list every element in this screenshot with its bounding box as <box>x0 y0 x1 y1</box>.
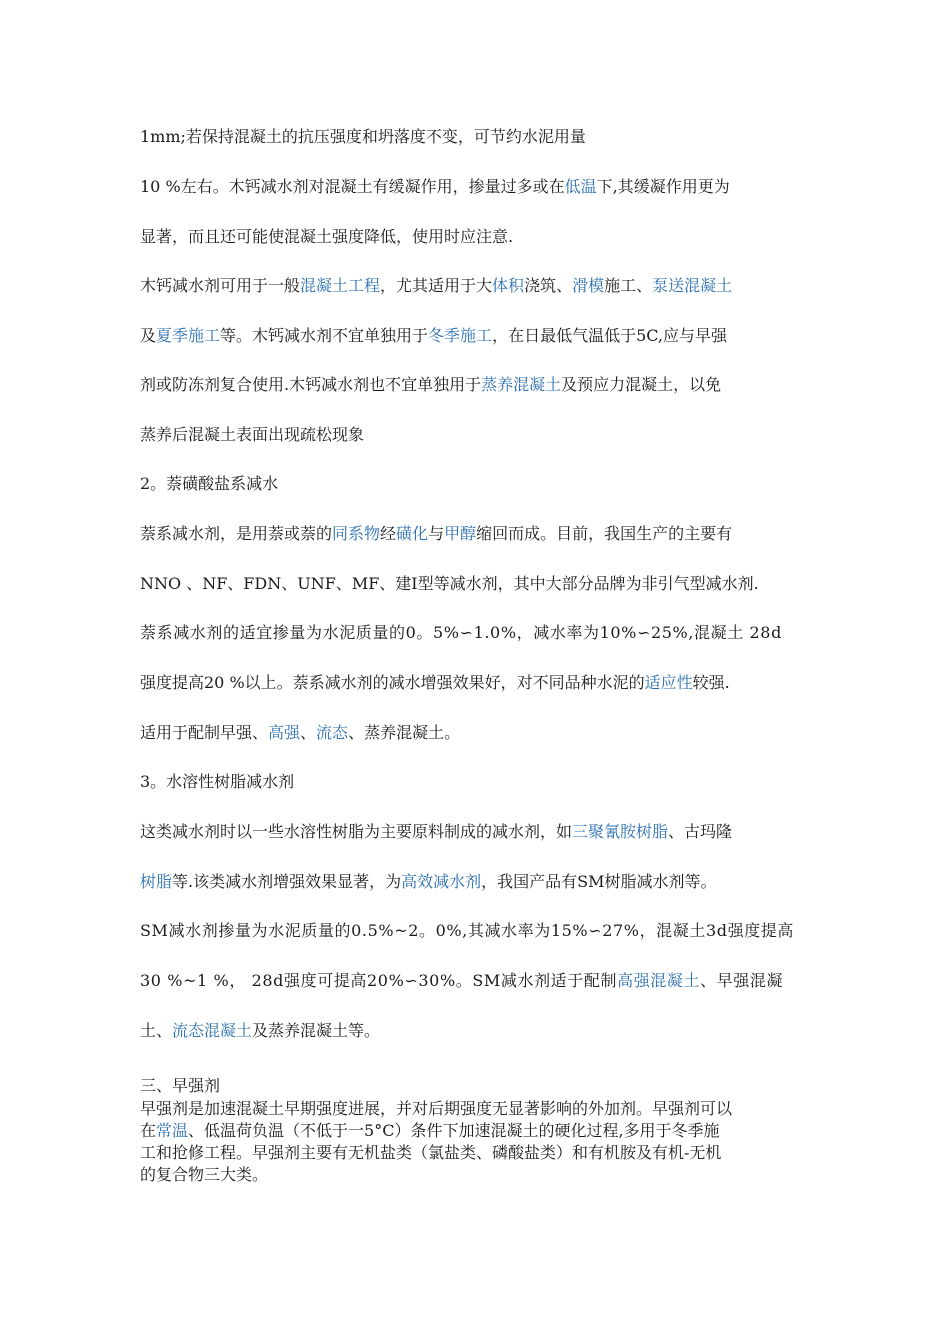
text-line <box>140 919 794 943</box>
text-run: 强度提高20 %以上。萘系减水剂的减水增强效果好，对不同品种水泥的 <box>140 673 645 692</box>
glossary-link[interactable]: 树脂 <box>140 872 173 891</box>
text-run: 剂或防冻剂复合使用.木钙减水剂也不宜单独用于 <box>140 375 482 394</box>
glossary-link[interactable]: 低温 <box>564 177 597 196</box>
glossary-link[interactable]: 体积 <box>492 276 525 295</box>
paragraph-line <box>140 1120 830 1142</box>
text-run: 及 <box>140 326 157 345</box>
text-line <box>140 324 727 348</box>
text-line <box>140 572 759 596</box>
text-run: 适用于配制早强、 <box>140 723 269 742</box>
text-run: 缩回而成。目前，我国生产的主要有 <box>476 524 733 543</box>
text-run: 萘系减水剂的适宜掺量为水泥质量的0。5%∽1.0%，减水率为10%∽25%,混凝土 28d <box>140 623 782 642</box>
glossary-link[interactable]: 高效减水剂 <box>401 872 482 891</box>
text-run: 这类减水剂时以一些水溶性树脂为主要原料制成的减水剂，如 <box>140 822 573 841</box>
text-line <box>140 423 364 447</box>
text-line <box>140 472 278 496</box>
text-run: 30 %~1 %， 28d强度可提高20%∽30%。SM减水剂适于配制 <box>140 971 618 990</box>
text-line <box>140 870 716 894</box>
glossary-link[interactable]: 滑模 <box>572 276 605 295</box>
text-run: NNO 、NF、FDN、UNF、MF、建Ⅰ型等减水剂，其中大部分品牌为非引气型减水剂. <box>140 574 759 593</box>
text-run: SM减水剂掺量为水泥质量的0.5%~2。0%,其减水率为15%∽27%，混凝土3d强度提高 <box>140 921 795 940</box>
section-title: 三、早强剂 <box>140 1076 221 1095</box>
text-run: ，尤其适用于大 <box>380 276 493 295</box>
glossary-link[interactable]: 冬季施工 <box>428 326 493 345</box>
glossary-link[interactable]: 蒸养混凝土 <box>481 375 562 394</box>
glossary-link[interactable]: 高强混凝土 <box>617 971 701 990</box>
text-run: 浇筑、 <box>524 276 573 295</box>
text-run: 及蒸养混凝土等。 <box>252 1021 381 1040</box>
text-line <box>140 274 732 298</box>
text-run: 及预应力混凝土，以免 <box>561 375 722 394</box>
text-run: 3。水溶性树脂减水剂 <box>140 772 295 791</box>
text-run: ，在日最低气温低于5C,应与早强 <box>492 326 728 345</box>
text-run: 木钙减水剂可用于一般 <box>140 276 301 295</box>
glossary-link[interactable]: 夏季施工 <box>156 326 221 345</box>
glossary-link[interactable]: 甲醇 <box>444 524 477 543</box>
text-line <box>140 820 732 844</box>
glossary-link[interactable]: 高强 <box>268 723 301 742</box>
text-run: 经 <box>380 524 397 543</box>
text-line <box>140 522 732 546</box>
text-run: 显著，而且还可能使混凝土强度降低，使用时应注意. <box>140 227 514 246</box>
text-run: 早强剂是加速混凝土早期强度进展，并对后期强度无显著影响的外加剂。早强剂可以 <box>140 1099 733 1118</box>
glossary-link[interactable]: 常温 <box>156 1121 189 1140</box>
text-run: ，我国产品有SM树脂减水剂等。 <box>481 872 717 891</box>
text-line <box>140 125 586 149</box>
text-run: 1mm;若保持混凝土的抗压强度和坍落度不变，可节约水泥用量 <box>140 127 586 146</box>
text-line <box>140 225 513 249</box>
text-run: 2。萘磺酸盐系减水 <box>140 474 279 493</box>
text-run: 较强. <box>692 673 730 692</box>
text-run: 、 <box>300 723 317 742</box>
glossary-link[interactable]: 磺化 <box>396 524 429 543</box>
text-line <box>140 969 783 993</box>
text-run: 、早强混凝 <box>700 971 784 990</box>
paragraph-line <box>140 1142 830 1164</box>
glossary-link[interactable]: 同系物 <box>332 524 381 543</box>
text-run: 工和抢修工程。早强剂主要有无机盐类（氯盐类、磷酸盐类）和有机胺及有机-无机 <box>140 1143 722 1162</box>
early-strength-paragraph <box>140 1098 830 1186</box>
paragraph-line <box>140 1098 830 1120</box>
text-run: 蒸养后混凝土表面出现疏松现象 <box>140 425 365 444</box>
text-run: 施工、 <box>604 276 653 295</box>
text-run: 等.该类减水剂增强效果显著，为 <box>172 872 402 891</box>
text-run: 、蒸养混凝土。 <box>348 723 461 742</box>
text-line <box>140 175 730 199</box>
text-line <box>140 621 782 645</box>
text-run: 、低温荷负温（不低于一5°C）条件下加速混凝土的硬化过程,多用于冬季施 <box>188 1121 720 1140</box>
glossary-link[interactable]: 泵送混凝土 <box>652 276 733 295</box>
text-run: 下,其缓凝作用更为 <box>596 177 730 196</box>
text-run: 萘系减水剂，是用萘或萘的 <box>140 524 333 543</box>
text-run: 等。木钙减水剂不宜单独用于 <box>220 326 429 345</box>
text-run: 、古玛隆 <box>668 822 733 841</box>
glossary-link[interactable]: 流态混凝土 <box>172 1021 253 1040</box>
text-line <box>140 770 294 794</box>
glossary-link[interactable]: 流态 <box>316 723 349 742</box>
text-line <box>140 721 460 745</box>
text-run: 10 %左右。木钙减水剂对混凝土有缓凝作用，掺量过多或在 <box>140 177 565 196</box>
glossary-link[interactable]: 三聚氰胺树脂 <box>572 822 669 841</box>
paragraph-line <box>140 1164 830 1186</box>
text-line <box>140 1019 380 1043</box>
glossary-link[interactable]: 适应性 <box>644 673 693 692</box>
text-run: 的复合物三大类。 <box>140 1165 269 1184</box>
text-line <box>140 671 730 695</box>
glossary-link[interactable]: 混凝土工程 <box>300 276 381 295</box>
text-line <box>140 373 721 397</box>
text-run: 与 <box>428 524 445 543</box>
text-run: 土、 <box>140 1021 173 1040</box>
text-run: 在 <box>140 1121 157 1140</box>
